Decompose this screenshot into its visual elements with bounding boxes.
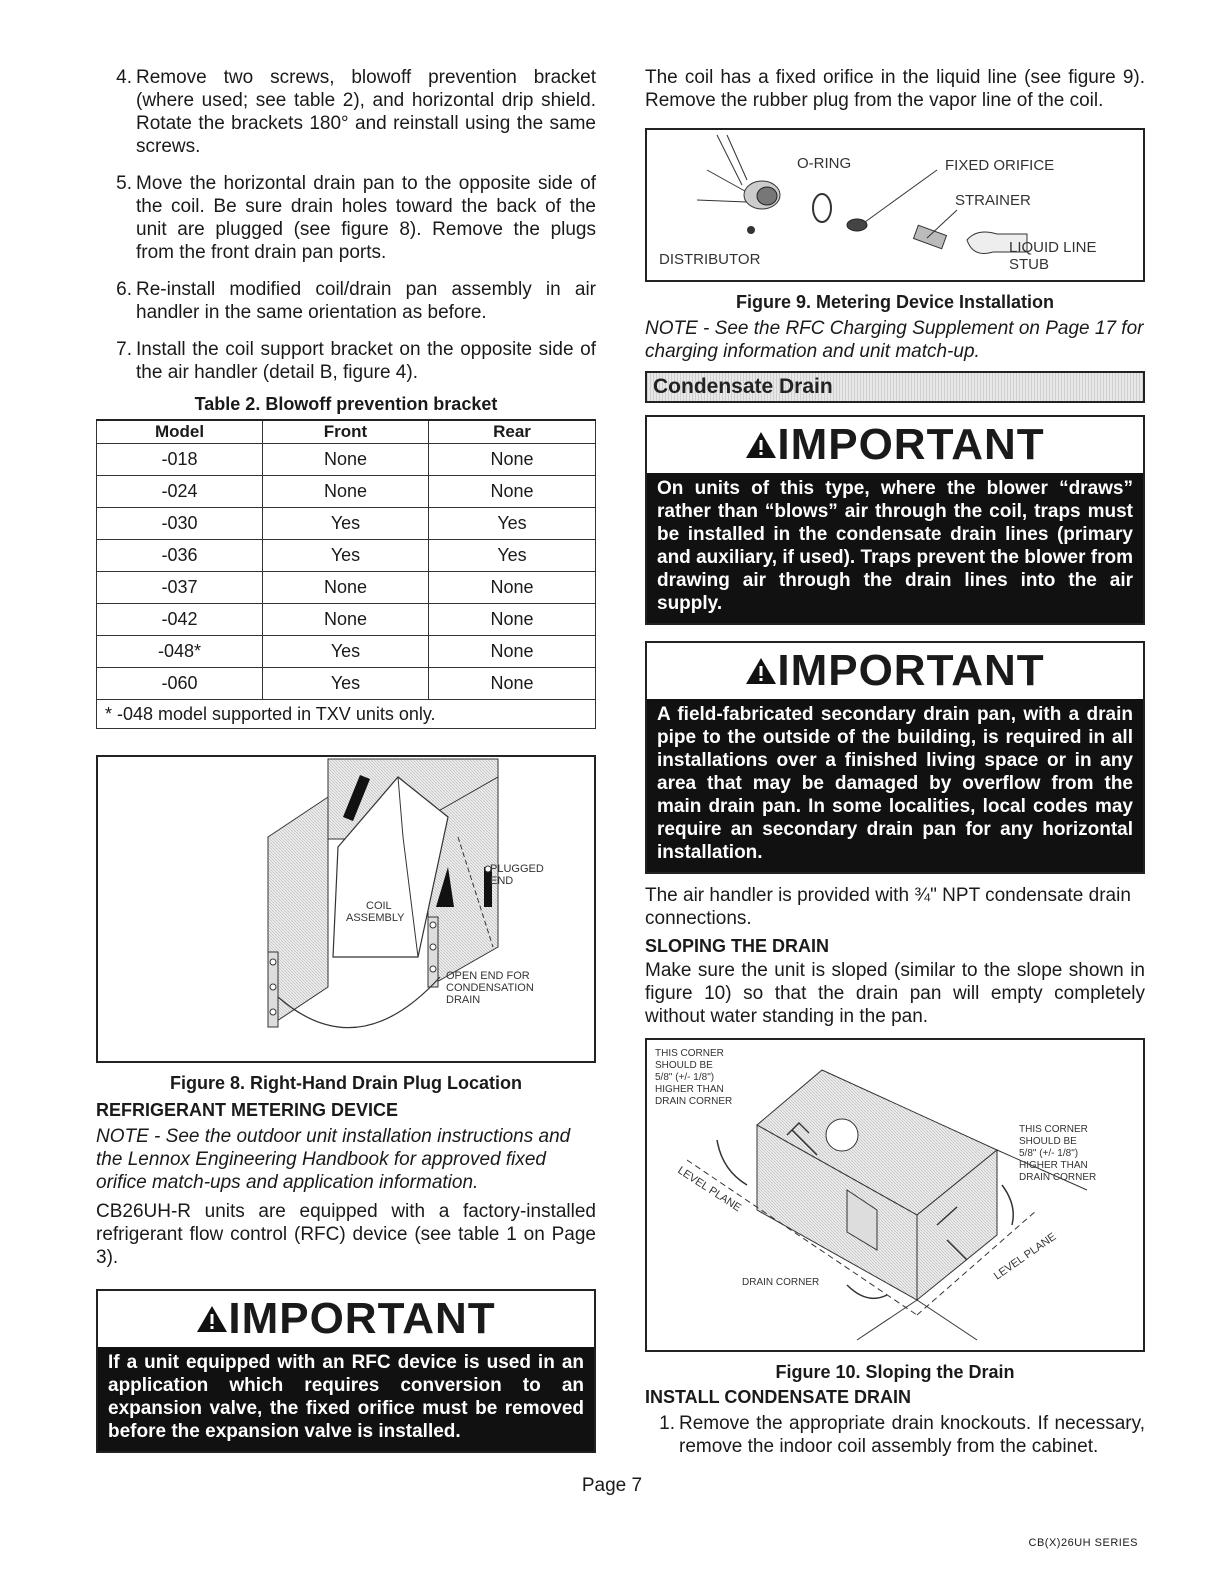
table-row: -036 Yes Yes [97, 540, 596, 572]
label-tr-2: SHOULD BE [1019, 1136, 1077, 1147]
important-heading: IMPORTANT [647, 417, 1143, 473]
label-open-3: DRAIN [446, 994, 481, 1006]
label-tl-2: SHOULD BE [655, 1060, 713, 1071]
important-message: If a unit equipped with an RFC device is used in an application which requires conversion to an expansion valve, the fixed orifice must be removed before the expansion valve is installed. [98, 1347, 594, 1451]
condensate-drain-banner: Condensate Drain [645, 371, 1145, 403]
table-row: -018 None None [97, 444, 596, 476]
label-tr-1: THIS CORNER [1019, 1124, 1088, 1135]
install-step-1: 1. Remove the appropriate drain knockouts. If necessary, remove the indoor coil assembly from the cabinet. [659, 1413, 1145, 1457]
table-footnote-row [97, 700, 596, 729]
drain-connections: The air handler is provided with ¾" NPT condensate drain connections. [645, 885, 1131, 929]
figure-8-caption: Figure 8. Right-Hand Drain Plug Location [169, 1073, 522, 1093]
metering-note: NOTE - See the outdoor unit installation instructions and the Lennox Engineering Handbook for approved fixed orifice match-ups and application information. [96, 1126, 571, 1193]
col-header-model: Model [97, 420, 263, 444]
label-open-2: CONDENSATION [446, 982, 534, 994]
metering-body: CB26UH-R units are equipped with a factory-installed refrigerant flow control (RFC) device (see table 1 on Page 3). [96, 1201, 596, 1268]
label-tl-4: HIGHER THAN [655, 1084, 724, 1095]
left-column [96, 66, 596, 1453]
orifice-intro: The coil has a fixed orifice in the liquid line (see figure 9). Remove the rubber plug from the vapor line of the coil. [645, 67, 1145, 111]
label-stub: STUB [1009, 256, 1050, 273]
step-6: 6. Re-install modified coil/drain pan assembly in air handler in the same orientation as before. [116, 279, 596, 323]
important-heading: IMPORTANT [647, 643, 1143, 699]
label-tr-4: HIGHER THAN [1019, 1160, 1088, 1171]
col-header-rear: Rear [429, 420, 596, 444]
install-heading: INSTALL CONDENSATE DRAIN [645, 1387, 912, 1407]
table-row: -030 Yes Yes [97, 508, 596, 540]
label-tl-3: 5/8" (+/- 1/8") [655, 1072, 715, 1083]
important-heading: IMPORTANT [98, 1291, 594, 1347]
table-row: -060 Yes None [97, 668, 596, 700]
important-box-rfc [96, 1289, 596, 1453]
figure-8 [96, 755, 596, 1063]
warning-icon [745, 643, 777, 699]
sloping-body: Make sure the unit is sloped (similar to the slope shown in figure 10) so that the drain pan will empty completely without water standing in the pan. [645, 960, 1145, 1027]
warning-icon [196, 1291, 228, 1347]
right-column [645, 66, 1145, 1472]
label-plugged-2: END [490, 875, 514, 887]
warning-icon [745, 417, 777, 473]
important-box-secondary-pan [645, 641, 1145, 874]
figure-10-illustration [647, 1040, 1143, 1346]
figure-9-illustration [647, 130, 1143, 280]
charging-note: NOTE - See the RFC Charging Supplement on Page 17 for charging information and unit match-up. [645, 318, 1144, 362]
figure-10 [645, 1038, 1145, 1352]
page-number: Page 7 [581, 1475, 643, 1496]
label-coil-1: COIL [366, 900, 392, 912]
label-liquid-line: LIQUID LINE [1009, 239, 1097, 256]
label-level-plane-right: LEVEL PLANE [991, 1230, 1059, 1283]
table-row: -037 None None [97, 572, 596, 604]
label-strainer: STRAINER [955, 192, 1031, 209]
important-message: On units of this type, where the blower “draws” rather than “blows” air through the coil, traps must be installed in the condensate drain lines (primary and auxiliary, if used). Traps prevent the blower from drawing air through the drain lines into the air supply. [647, 473, 1143, 623]
metering-heading: REFRIGERANT METERING DEVICE [96, 1100, 399, 1120]
table-row: -042 None None [97, 604, 596, 636]
label-tr-3: 5/8" (+/- 1/8") [1019, 1148, 1079, 1159]
figure-8-illustration [98, 757, 594, 1057]
table-row: -048* Yes None [97, 636, 596, 668]
label-tl-1: THIS CORNER [655, 1048, 724, 1059]
col-header-front: Front [263, 420, 429, 444]
blowoff-table [96, 419, 596, 729]
important-box-traps [645, 415, 1145, 625]
table-caption: Table 2. Blowoff prevention bracket [194, 394, 498, 414]
label-drain-corner: DRAIN CORNER [742, 1277, 820, 1288]
label-level-plane-left: LEVEL PLANE [675, 1164, 744, 1215]
table-row: -024 None None [97, 476, 596, 508]
step-4: 4. Remove two screws, blowoff prevention bracket (where used; see table 2), and horizontal drip shield. Rotate the brackets 180° and reinstall using the same screws. [116, 67, 596, 157]
series-label: CB(X)26UH SERIES [1028, 1537, 1138, 1549]
label-open-1: OPEN END FOR [446, 970, 530, 982]
label-plugged-1: PLUGGED [490, 863, 544, 875]
label-tr-5: DRAIN CORNER [1019, 1172, 1097, 1183]
step-5: 5. Move the horizontal drain pan to the opposite side of the coil. Be sure drain holes toward the back of the unit are plugged (see figure 8). Remove the plugs from the front drain pan ports. [116, 173, 596, 263]
sloping-heading: SLOPING THE DRAIN [645, 936, 830, 956]
label-tl-5: DRAIN CORNER [655, 1096, 733, 1107]
label-coil-2: ASSEMBLY [346, 912, 405, 924]
label-oring: O-RING [797, 155, 852, 172]
figure-9-caption: Figure 9. Metering Device Installation [735, 292, 1055, 312]
figure-10-caption: Figure 10. Sloping the Drain [775, 1362, 1015, 1382]
table-footnote: * -048 model supported in TXV units only. [97, 700, 596, 729]
important-message: A field-fabricated secondary drain pan, with a drain pipe to the outside of the building, is required in all installations over a finished living space or in any area that may be damaged by overflow from the main drain pan. In some localities, local codes may require an secondary drain pan for any horizontal installation. [647, 699, 1143, 872]
step-7: 7. Install the coil support bracket on the opposite side of the air handler (detail B, figure 4). [116, 339, 596, 383]
label-fixed-orifice: FIXED ORIFICE [945, 157, 1055, 174]
label-distributor: DISTRIBUTOR [659, 251, 761, 268]
figure-9 [645, 128, 1145, 282]
